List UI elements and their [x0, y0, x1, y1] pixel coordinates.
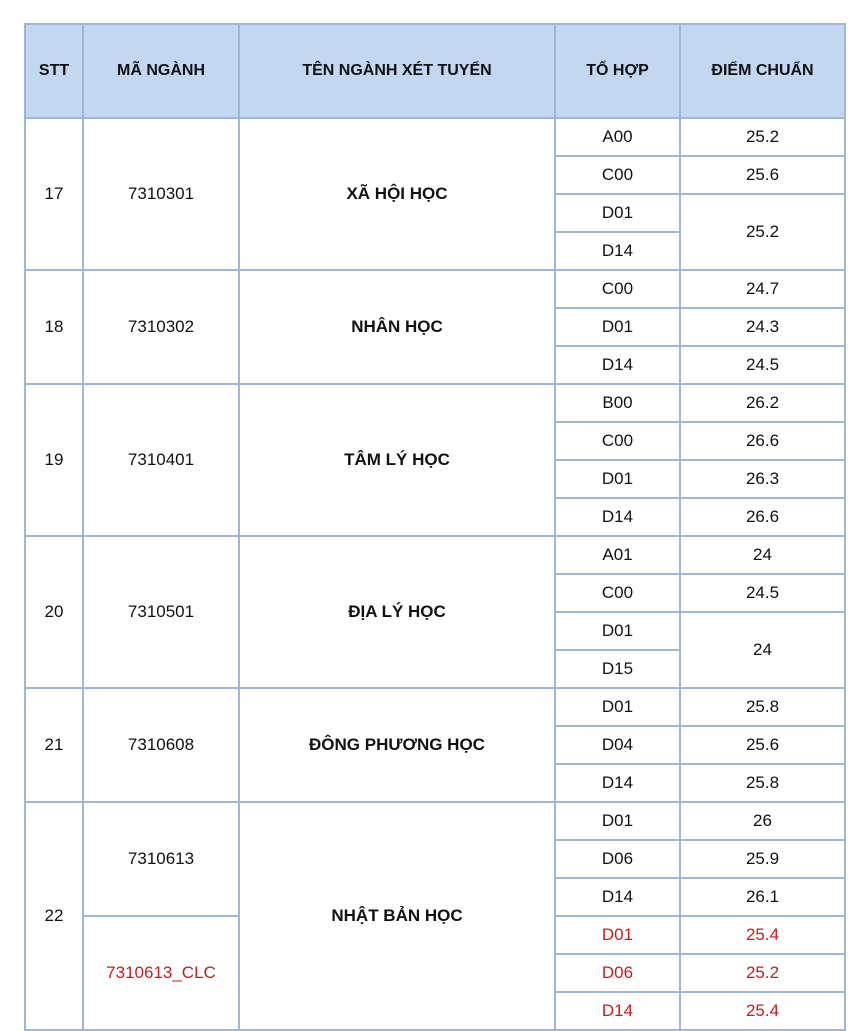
- stt-cell: 20: [25, 536, 83, 688]
- table-row: [25, 384, 845, 422]
- subject-combination-cell: D04: [555, 726, 680, 764]
- subject-combination-cell: C00: [555, 422, 680, 460]
- benchmark-score-cell: 26.6: [680, 422, 845, 460]
- benchmark-score-cell: 24.3: [680, 308, 845, 346]
- table-row: [25, 270, 845, 308]
- table-row: [25, 536, 845, 574]
- stt-cell: 19: [25, 384, 83, 536]
- subject-combination-cell: D06: [555, 840, 680, 878]
- header-benchmark-score: ĐIỂM CHUẨN: [680, 24, 845, 118]
- subject-combination-cell: D01: [555, 612, 680, 650]
- admission-scores-container: [24, 23, 846, 1031]
- subject-combination-cell: D14: [555, 992, 680, 1030]
- table-row: [25, 802, 845, 840]
- subject-combination-cell: D14: [555, 232, 680, 270]
- header-subject-combination: TỔ HỢP: [555, 24, 680, 118]
- benchmark-score-cell: 24.7: [680, 270, 845, 308]
- subject-combination-cell: D14: [555, 346, 680, 384]
- major-name-cell: ĐÔNG PHƯƠNG HỌC: [239, 688, 555, 802]
- stt-cell: 22: [25, 802, 83, 1030]
- table-row: [25, 118, 845, 156]
- benchmark-score-cell: 24.5: [680, 346, 845, 384]
- subject-combination-cell: D01: [555, 308, 680, 346]
- benchmark-score-cell: 26.2: [680, 384, 845, 422]
- subject-combination-cell: A00: [555, 118, 680, 156]
- subject-combination-cell: D01: [555, 916, 680, 954]
- major-name-cell: NHẬT BẢN HỌC: [239, 802, 555, 1030]
- benchmark-score-cell: 25.2: [680, 194, 845, 270]
- subject-combination-cell: C00: [555, 574, 680, 612]
- subject-combination-cell: D01: [555, 802, 680, 840]
- table-body: [25, 118, 845, 1030]
- major-code-cell: 7310501: [83, 536, 239, 688]
- subject-combination-cell: D01: [555, 688, 680, 726]
- subject-combination-cell: D01: [555, 460, 680, 498]
- table-header: [25, 24, 845, 118]
- admission-scores-table: [24, 23, 846, 1031]
- major-code-cell: 7310301: [83, 118, 239, 270]
- subject-combination-cell: B00: [555, 384, 680, 422]
- header-row: [25, 24, 845, 118]
- major-code-cell: 7310613_CLC: [83, 916, 239, 1030]
- header-major-code: MÃ NGÀNH: [83, 24, 239, 118]
- benchmark-score-cell: 25.8: [680, 688, 845, 726]
- benchmark-score-cell: 24.5: [680, 574, 845, 612]
- benchmark-score-cell: 25.2: [680, 118, 845, 156]
- benchmark-score-cell: 25.6: [680, 726, 845, 764]
- benchmark-score-cell: 25.4: [680, 992, 845, 1030]
- subject-combination-cell: D14: [555, 498, 680, 536]
- subject-combination-cell: C00: [555, 156, 680, 194]
- subject-combination-cell: D14: [555, 764, 680, 802]
- benchmark-score-cell: 26.3: [680, 460, 845, 498]
- subject-combination-cell: D14: [555, 878, 680, 916]
- stt-cell: 18: [25, 270, 83, 384]
- major-code-cell: 7310302: [83, 270, 239, 384]
- subject-combination-cell: A01: [555, 536, 680, 574]
- major-name-cell: NHÂN HỌC: [239, 270, 555, 384]
- major-code-cell: 7310608: [83, 688, 239, 802]
- major-name-cell: XÃ HỘI HỌC: [239, 118, 555, 270]
- stt-cell: 21: [25, 688, 83, 802]
- benchmark-score-cell: 26.6: [680, 498, 845, 536]
- benchmark-score-cell: 26: [680, 802, 845, 840]
- benchmark-score-cell: 24: [680, 612, 845, 688]
- benchmark-score-cell: 26.1: [680, 878, 845, 916]
- major-code-cell: 7310613: [83, 802, 239, 916]
- major-name-cell: TÂM LÝ HỌC: [239, 384, 555, 536]
- table-row: [25, 688, 845, 726]
- subject-combination-cell: D06: [555, 954, 680, 992]
- major-name-cell: ĐỊA LÝ HỌC: [239, 536, 555, 688]
- benchmark-score-cell: 25.9: [680, 840, 845, 878]
- subject-combination-cell: C00: [555, 270, 680, 308]
- benchmark-score-cell: 25.6: [680, 156, 845, 194]
- subject-combination-cell: D15: [555, 650, 680, 688]
- benchmark-score-cell: 24: [680, 536, 845, 574]
- header-stt: STT: [25, 24, 83, 118]
- benchmark-score-cell: 25.4: [680, 916, 845, 954]
- subject-combination-cell: D01: [555, 194, 680, 232]
- benchmark-score-cell: 25.2: [680, 954, 845, 992]
- header-major-name: TÊN NGÀNH XÉT TUYỂN: [239, 24, 555, 118]
- benchmark-score-cell: 25.8: [680, 764, 845, 802]
- stt-cell: 17: [25, 118, 83, 270]
- major-code-cell: 7310401: [83, 384, 239, 536]
